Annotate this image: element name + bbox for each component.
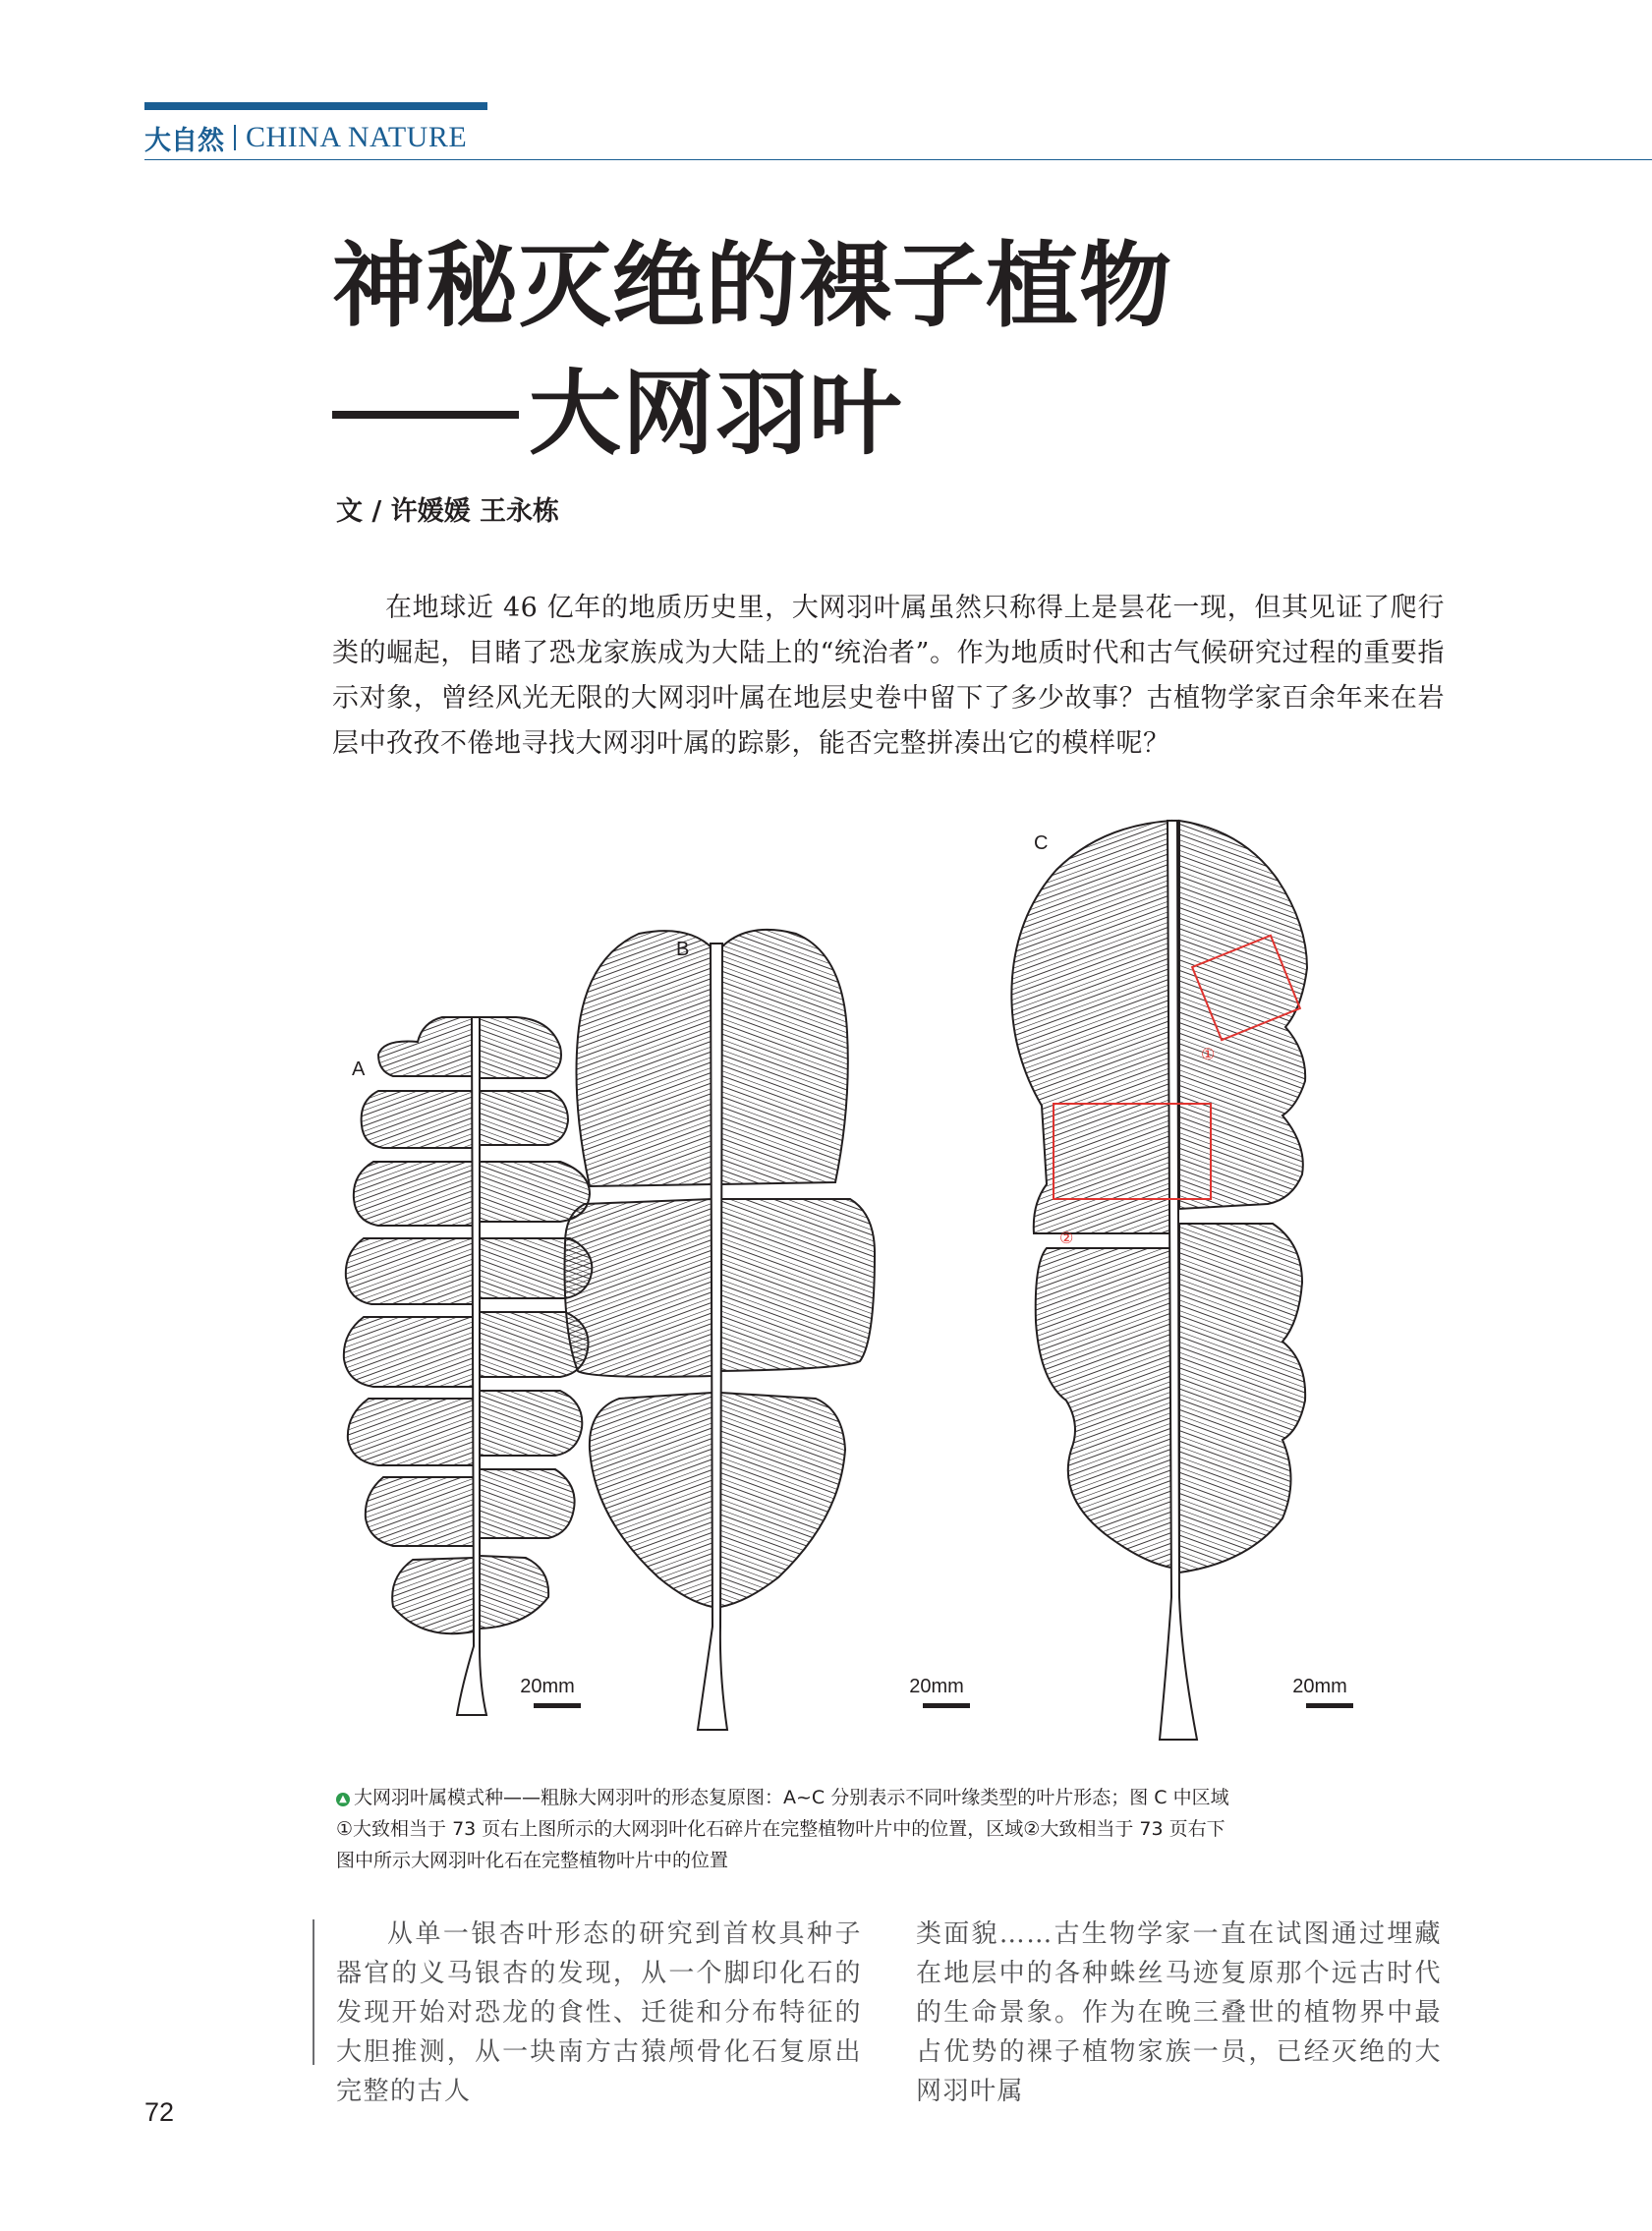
figure-label-b: B [676, 939, 690, 960]
section-name-en: CHINA NATURE [246, 121, 468, 153]
leaf-c [1011, 821, 1307, 1740]
article-title-line2-wrap [332, 361, 903, 468]
figure-label-a: A [352, 1058, 366, 1080]
leaf-b [565, 930, 875, 1730]
body-column-2: 类面貌……古生物学家一直在试图通过埋藏在地层中的各种蛛丝马迹复原那个远古时代的生命景象。作为在晚三叠世的植物界中最占优势的裸子植物家族一员，已经灭绝的大网羽叶属 [916, 1919, 1442, 2106]
title-dash [332, 411, 519, 419]
lede-paragraph: 在地球近 46 亿年的地质历史里，大网羽叶属虽然只称得上是昙花一现，但其见证了爬行类的崛起，目睹了恐龙家族成为大陆上的“统治者”。作为地质时代和古气候研究过程的重要指示对象，曾经风光无限的大网羽叶属在地层史卷中留下了多少故事？古植物学家百余年来在岩层中孜孜不倦地寻找大网羽叶属的踪影，能否完整拼凑出它的模样呢？ [332, 593, 1445, 759]
scale-label-a: 20mm [520, 1676, 575, 1697]
region-1-label: ① [1201, 1047, 1216, 1063]
article-title-line1: 神秘灭绝的裸子植物 [332, 233, 1173, 340]
article-title-line2: 大网羽叶 [529, 361, 903, 468]
byline: 文 / 许媛媛 王永栋 [336, 496, 560, 527]
section-divider [234, 125, 236, 150]
leaf-illustrations [324, 811, 1445, 1754]
scale-bar-b [923, 1703, 970, 1708]
scale-label-c: 20mm [1292, 1676, 1347, 1697]
column-rule [313, 1919, 314, 2065]
figure-label-c: C [1034, 832, 1049, 854]
figure-caption [336, 1782, 1240, 1876]
header-accent-bar [144, 102, 487, 110]
scale-label-b: 20mm [909, 1676, 964, 1697]
section-header [144, 118, 467, 157]
scale-bar-c [1306, 1703, 1353, 1708]
caption-arrow-icon: ▲ [336, 1793, 350, 1806]
scale-bar-a [534, 1703, 581, 1708]
leaf-a [344, 1017, 592, 1715]
section-name-cn: 大自然 [144, 125, 224, 156]
region-2-label: ② [1059, 1230, 1074, 1247]
header-rule [144, 159, 1652, 160]
body-column-1: 从单一银杏叶形态的研究到首枚具种子器官的义马银杏的发现，从一个脚印化石的发现开始对恐龙的食性、迁徙和分布特征的大胆推测，从一块南方古猿颅骨化石复原出完整的古人 [336, 1919, 862, 2106]
leaf-reconstruction-figure [324, 811, 1445, 1754]
figure-caption-text: 大网羽叶属模式种——粗脉大网羽叶的形态复原图：A~C 分别表示不同叶缘类型的叶片形态；图 C 中区域①大致相当于 73 页右上图所示的大网羽叶化石碎片在完整植物叶片中的位置，区域②大致相当于 73 页右下图中所示大网羽叶化石在完整植物叶片中的位置 [336, 1787, 1229, 1871]
page-number: 72 [144, 2097, 175, 2127]
